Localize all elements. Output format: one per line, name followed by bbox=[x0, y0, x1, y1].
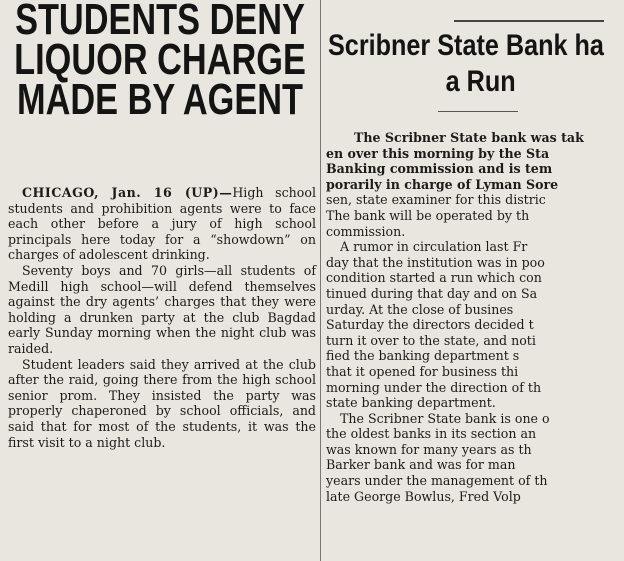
top-rule bbox=[454, 20, 604, 22]
headline-rule bbox=[438, 111, 518, 112]
dateline: CHICAGO, Jan. 16 (UP)— bbox=[22, 185, 233, 200]
right-line: late George Bowlus, Fred Volp bbox=[326, 488, 521, 504]
right-line: The Scribner State bank is one o bbox=[340, 410, 550, 426]
left-headline-line-3: MADE BY AGENT bbox=[16, 75, 304, 124]
right-line: en over this morning by the Sta bbox=[326, 145, 550, 161]
left-headline-line-1: STUDENTS DENY bbox=[15, 0, 305, 44]
left-paragraph-1-text: High school students and prohibition agents were to face each other before a jury of high school principals here today for a “showdown” on charges of adolescent drinking. bbox=[8, 185, 316, 263]
left-paragraph-1 bbox=[8, 185, 316, 263]
right-line: the oldest banks in its section an bbox=[326, 426, 537, 442]
right-line: turn it over to the state, and noti bbox=[326, 332, 536, 348]
right-column bbox=[322, 0, 624, 561]
left-headline bbox=[0, 0, 320, 124]
left-paragraph-3: Student leaders said they arrived at the club after the raid, going there from the high school senior prom. They insisted the party was properly chaperoned by school officials, and said that for most of the students, it was the first visit to a night club. bbox=[8, 356, 316, 450]
right-line: porarily in charge of Lyman Sore bbox=[326, 176, 559, 192]
right-line: Barker bank and was for man bbox=[326, 457, 516, 473]
right-headline-line-1: Scribner State Bank ha bbox=[328, 29, 604, 62]
left-paragraph-2: Seventy boys and 70 girls—all students of Medill high school—will defend themselves against the dry agents’ charges that they were holding a drunken party at the club Bagdad early Sunday morning when the night club was raided. bbox=[8, 262, 316, 356]
right-line: that it opened for business thi bbox=[326, 363, 519, 379]
right-line: day that the institution was in poo bbox=[326, 254, 545, 270]
right-line: years under the management of th bbox=[326, 473, 548, 489]
right-line: fied the banking department s bbox=[326, 348, 520, 364]
left-story-body bbox=[8, 185, 316, 450]
right-line: sen, state examiner for this distric bbox=[326, 192, 546, 208]
column-divider bbox=[320, 0, 321, 561]
right-line: state banking department. bbox=[326, 395, 496, 411]
left-headline-line-2: LIQUOR CHARGE bbox=[14, 35, 306, 84]
right-headline bbox=[328, 28, 624, 100]
right-line: morning under the direction of th bbox=[326, 379, 542, 395]
right-line: was known for many years as th bbox=[326, 441, 532, 457]
right-line: condition started a run which con bbox=[326, 270, 542, 286]
right-line: A rumor in circulation last Fr bbox=[340, 239, 528, 255]
right-line: Saturday the directors decided t bbox=[326, 317, 534, 333]
right-line: The Scribner State bank was tak bbox=[354, 130, 584, 145]
right-line: The bank will be operated by th bbox=[326, 207, 530, 223]
right-headline-line-2: a Run bbox=[445, 65, 516, 98]
right-line: Banking commission and is tem bbox=[326, 161, 553, 177]
right-line: commission. bbox=[326, 223, 406, 239]
right-line: urday. At the close of busines bbox=[326, 301, 514, 317]
right-line: tinued during that day and on Sa bbox=[326, 285, 538, 301]
right-story-body bbox=[326, 130, 624, 504]
